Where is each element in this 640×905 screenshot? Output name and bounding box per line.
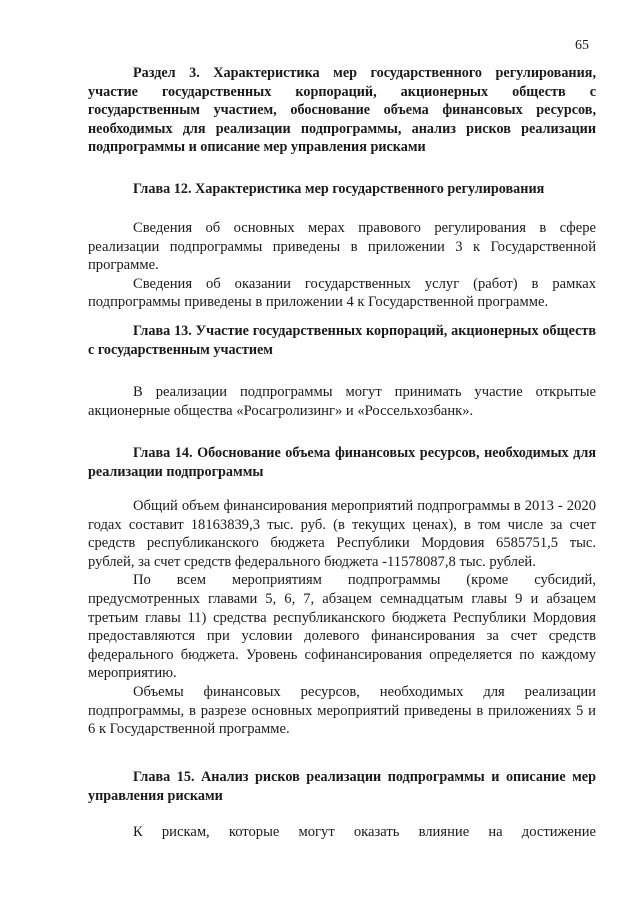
chapter-12-body xyxy=(88,219,596,312)
chapter-14-title-text: Глава 14. Обоснование объема финансовых ресурсов, необходимых для реализации подпрограммы xyxy=(88,445,596,480)
chapter-13-paragraph-1: В реализации подпрограммы могут принимать участие открытые акционерные общества «Росагролизинг» и «Россельхозбанк». xyxy=(88,384,596,419)
chapter-15-title-text: Глава 15. Анализ рисков реализации подпрограммы и описание мер управления рисками xyxy=(88,769,596,804)
chapter-14-paragraph-1: Общий объем финансирования мероприятий подпрограммы в 2013 - 2020 годах составит 18163839,3 тыс. руб. (в текущих ценах), в том числе за счет средств республиканского бюджета Республики Мордовия 6585751,5 тыс. рублей, за счет средств федерального бюджета -11578087,8 тыс. рублей. xyxy=(88,498,596,570)
chapter-12-paragraph-2: Сведения об оказании государственных услуг (работ) в рамках подпрограммы приведены в приложении 4 к Государственной программе. xyxy=(88,275,596,311)
chapter-13-title-text: Глава 13. Участие государственных корпораций, акционерных обществ с государственным участием xyxy=(88,323,596,358)
chapter-12-title-text: Глава 12. Характеристика мер государственного регулирования xyxy=(133,181,545,197)
chapter-14-paragraph-3: Объемы финансовых ресурсов, необходимых для реализации подпрограммы, в разрезе основных мероприятий приведены в приложениях 5 и 6 к Государственной программе. xyxy=(88,683,596,738)
chapter-15-paragraph-1: К рискам, которые могут оказать влияние на достижение xyxy=(133,824,596,840)
section-title-text: Раздел 3. Характеристика мер государственного регулирования, участие государственных корпораций, акционерных обществ с государственным участием, обоснование объема финансовых ресурсов, необходимых для реализации подпрограммы, анализ рисков реализации подпрограммы и описание мер управления рисками xyxy=(88,65,596,155)
chapter-15-title xyxy=(88,768,596,805)
chapter-14-body xyxy=(88,497,596,739)
chapter-15-body xyxy=(88,823,596,842)
section-title xyxy=(88,64,596,157)
chapter-14-paragraph-2: По всем мероприятиям подпрограммы (кроме субсидий, предусмотренных главами 5, 6, 7, абзацем семнадцатым главы 9 и абзацем третьим главы 11) средства республиканского бюджета Республики Мордовия предоставляются при условии долевого финансирования за счет средств федерального бюджета. Уровень софинансирования определяется по каждому мероприятию. xyxy=(88,572,596,682)
page-number: 65 xyxy=(575,38,589,53)
chapter-14-title xyxy=(88,444,596,481)
chapter-13-body xyxy=(88,383,596,420)
chapter-13-title xyxy=(88,322,596,359)
chapter-12-paragraph-1: Сведения об основных мерах правового регулирования в сфере реализации подпрограммы приведены в приложении 3 к Государственной программе. xyxy=(88,220,596,274)
chapter-12-title xyxy=(88,180,596,199)
